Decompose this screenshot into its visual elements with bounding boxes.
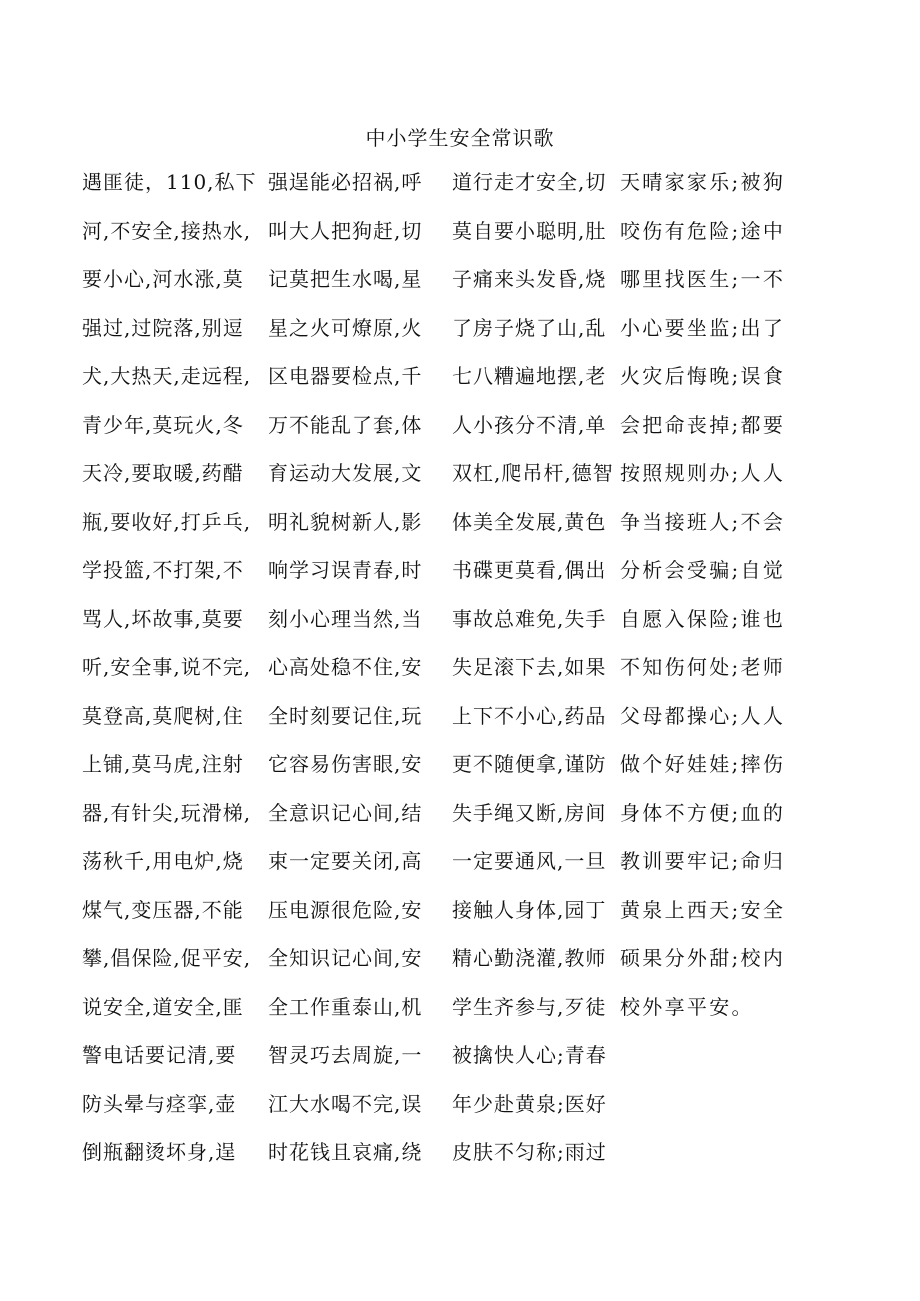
text-line: 哪里找医生;一不 (620, 267, 786, 291)
text-line: 说安全,道安全,匪 (82, 994, 244, 1019)
text-line: 做个好娃娃;摔伤 (620, 752, 786, 776)
text-column-2 (268, 166, 458, 1185)
text-line: 叫大人把狗赶,切 (268, 218, 423, 243)
text-line: 校外享平安。 (620, 994, 754, 1019)
text-line: 学生齐参与,歹徒 (452, 994, 607, 1019)
text-line: 年少赴黄泉;医好 (452, 1091, 607, 1116)
text-line: 接触人身体,园丁 (452, 897, 607, 922)
text-line: 一定要通风,一旦 (452, 849, 607, 873)
text-line: 天晴家家乐;被狗 (620, 170, 786, 194)
text-line: 记莫把生水喝,星 (268, 267, 423, 291)
text-line: 按照规则办;人人 (620, 461, 786, 485)
text-line: 硕果分外甜;校内 (620, 946, 786, 970)
text-line: 全工作重泰山,机 (268, 994, 423, 1019)
text-line: 区电器要检点,千 (268, 364, 423, 388)
text-line: 攀,倡保险,促平安, (82, 946, 252, 970)
text-column-1 (82, 166, 272, 1185)
text-line: 瓶,要收好,打乒乓, (82, 509, 252, 534)
text-line: 双杠,爬吊杆,德智 (452, 461, 614, 485)
text-line: 河,不安全,接热水, (82, 218, 252, 243)
text-line: 骂人,坏故事,莫要 (82, 606, 244, 631)
text-line: 莫登高,莫爬树,住 (82, 703, 244, 728)
text-line: 精心勤浇灌,教师 (452, 946, 607, 970)
text-line: 倒瓶翻烫坏身,逞 (82, 1140, 237, 1164)
text-line: 束一定要关闭,高 (268, 849, 423, 873)
text-line: 黄泉上西天;安全 (620, 897, 786, 922)
text-line: 自愿入保险;谁也 (620, 606, 786, 631)
text-line: 强过,过院落,别逗 (82, 315, 244, 340)
text-line: 明礼貌树新人,影 (268, 509, 423, 534)
text-line: 天冷,要取暖,药醋 (82, 461, 244, 485)
text-line: 咬伤有危险;途中 (620, 218, 786, 243)
text-line: 犬,大热天,走远程, (82, 364, 252, 388)
text-line: 要小心,河水涨,莫 (82, 267, 244, 291)
text-line: 了房子烧了山,乱 (452, 315, 607, 340)
text-line: 全意识记心间,结 (268, 800, 423, 825)
text-line: 争当接班人;不会 (620, 509, 786, 534)
text-line: 体美全发展,黄色 (452, 509, 607, 534)
text-line: 它容易伤害眼,安 (268, 752, 423, 776)
text-line: 全时刻要记住,玩 (268, 703, 423, 728)
text-line: 父母都操心;人人 (620, 703, 786, 728)
text-line: 煤气,变压器,不能 (82, 897, 244, 922)
text-line: 失足滚下去,如果 (452, 655, 607, 679)
text-line: 分析会受骗;自觉 (620, 558, 786, 582)
text-line: 火灾后悔晚;误食 (620, 364, 786, 388)
text-line: 失手绳又断,房间 (452, 800, 607, 825)
text-line: 心高处稳不住,安 (268, 655, 423, 679)
text-line: 时花钱且哀痛,绕 (268, 1140, 423, 1164)
text-line: 全知识记心间,安 (268, 946, 423, 970)
text-line: 七八糟遍地摆,老 (452, 364, 607, 388)
text-column-3 (452, 166, 642, 1185)
text-line: 身体不方便;血的 (620, 800, 786, 825)
text-line: 事故总难免,失手 (452, 606, 607, 631)
text-line: 学投篮,不打架,不 (82, 558, 244, 582)
text-line: 警电话要记清,要 (82, 1043, 237, 1067)
text-line: 智灵巧去周旋,一 (268, 1043, 423, 1067)
text-line: 更不随便拿,谨防 (452, 752, 607, 776)
text-line: 荡秋千,用电炉,烧 (82, 849, 244, 873)
text-line: 响学习误青春,时 (268, 558, 423, 582)
text-line: 万不能乱了套,体 (268, 412, 423, 437)
text-line: 听,安全事,说不完, (82, 655, 252, 679)
page-title: 中小学生安全常识歌 (365, 126, 555, 150)
text-line: 皮肤不匀称;雨过 (452, 1140, 607, 1164)
text-line: 子痛来头发昏,烧 (452, 267, 607, 291)
text-line: 道行走才安全,切 (452, 170, 607, 194)
text-line: 防头晕与痉挛,壶 (82, 1091, 237, 1116)
text-column-4 (620, 166, 810, 1039)
text-line: 上下不小心,药品 (452, 703, 607, 728)
text-line: 人小孩分不清,单 (452, 412, 607, 437)
text-line: 莫自要小聪明,肚 (452, 218, 607, 243)
text-line: 器,有针尖,玩滑梯, (82, 800, 252, 825)
text-line: 压电源很危险,安 (268, 897, 423, 922)
text-line: 小心要坐监;出了 (620, 315, 786, 340)
text-line: 教训要牢记;命归 (620, 849, 786, 873)
text-line: 会把命丧掉;都要 (620, 412, 786, 437)
text-line: 强逞能必招祸,呼 (268, 170, 423, 194)
text-line: 遇匪徒，110,私下 (82, 170, 257, 194)
text-line: 不知伤何处;老师 (620, 655, 786, 679)
text-line: 刻小心理当然,当 (268, 606, 423, 631)
text-line: 青少年,莫玩火,冬 (82, 412, 244, 437)
text-line: 星之火可燎原,火 (268, 315, 423, 340)
text-line: 书碟更莫看,偶出 (452, 558, 607, 582)
text-line: 育运动大发展,文 (268, 461, 423, 485)
text-line: 江大水喝不完,误 (268, 1091, 423, 1116)
text-line: 上铺,莫马虎,注射 (82, 752, 244, 776)
text-line: 被擒快人心;青春 (452, 1043, 607, 1067)
